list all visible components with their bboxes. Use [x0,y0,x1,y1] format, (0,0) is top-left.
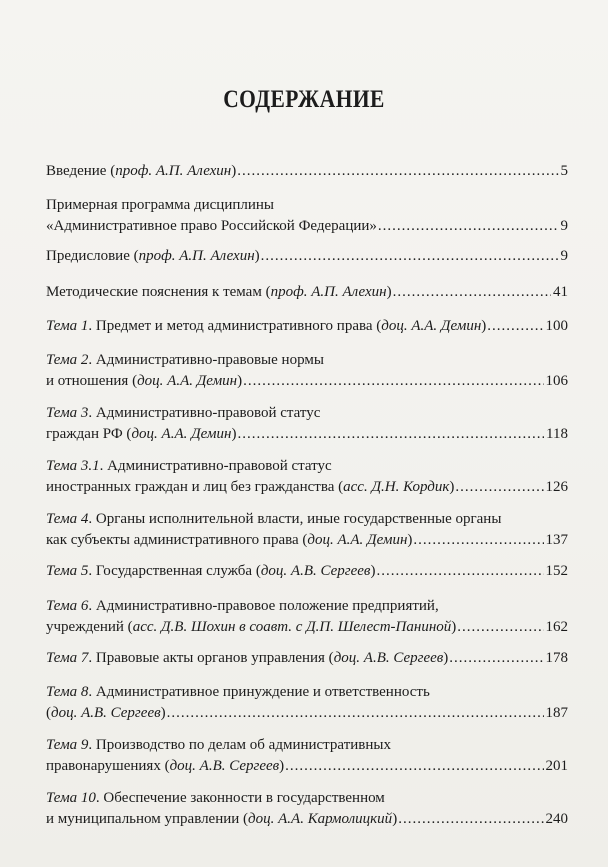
toc-text-segment: . Производство по делам об административных [88,737,391,753]
dot-leader [167,703,544,724]
toc-entry-text [46,282,392,303]
page-number: 187 [545,705,568,721]
toc-text-segment: Методические пояснения к темам ( [46,284,271,300]
toc-entry-line [46,371,568,392]
toc-text-segment: . Административно-правовой статус [99,458,332,474]
toc-text-segment: Предисловие ( [46,248,139,264]
toc-text-segment: . Правовые акты органов управления ( [88,650,334,666]
toc-entry-line [46,703,568,724]
toc-text-segment: . Административно-правовое положение предприятий, [88,598,439,614]
page-number: 118 [546,426,568,442]
page-number: 106 [545,373,568,389]
toc-entry-text [46,756,284,777]
toc-text-segment: ) [481,318,487,334]
toc-entry-text [46,316,486,337]
toc-entry-text [46,561,375,582]
toc-entry-line [46,456,568,477]
toc-italic-segment: проф. А.П. Алехин [115,163,232,179]
toc-entry-line [46,246,568,267]
toc-text-segment: . Государственная служба ( [88,563,261,579]
toc-italic-segment: доц. А.А. Демин [307,532,408,548]
page-number: 100 [545,318,568,334]
dot-leader [393,282,551,303]
toc-entry-text [46,477,454,498]
toc-entry[interactable] [46,648,568,669]
dot-leader [285,756,543,777]
toc-text-segment: и муниципальном управлении ( [46,811,249,827]
toc-italic-segment: доц. А.В. Сергеев [260,563,371,579]
toc-entry-text [46,648,448,669]
toc-entry-text [46,424,236,445]
toc-entry-text [46,530,412,551]
toc-entry-line [46,530,568,551]
page-number: 162 [545,619,568,635]
toc-italic-segment: доц. А.В. Сергеев [169,758,280,774]
toc-entry-line [46,756,568,777]
toc-text-segment: ) [254,248,260,264]
toc-text-segment: Введение ( [46,163,116,179]
toc-text-segment: . Органы исполнительной власти, иные государственные органы [88,511,502,527]
toc-entry-line [46,477,568,498]
toc-italic-segment: проф. А.П. Алехин [270,284,387,300]
dot-leader [261,246,559,267]
toc-entry[interactable] [46,246,568,267]
toc-entry-line [46,561,568,582]
toc-text-segment: ) [407,532,413,548]
toc-text-segment: ) [231,426,237,442]
toc-text-segment: Примерная программа дисциплины [46,197,274,213]
toc-italic-segment: Тема 1 [46,318,89,334]
dot-leader [455,477,543,498]
page-number: 240 [545,811,568,827]
toc-text-segment: «Административное право Российской Федерации» [46,218,377,234]
toc-italic-segment: Тема 7 [46,650,89,666]
page-number: 126 [545,479,568,495]
toc-italic-segment: Тема 10 [46,790,96,806]
toc-entry[interactable] [46,195,568,237]
toc-italic-segment: Тема 3 [46,405,89,421]
toc-entry-text [46,809,397,830]
dot-leader [376,561,543,582]
toc-text-segment: иностранных граждан и лиц без гражданства ( [46,479,344,495]
toc-text-segment: граждан РФ ( [46,426,132,442]
toc-text-segment: ) [392,811,398,827]
toc-entry-line [46,403,568,424]
toc-italic-segment: Тема 6 [46,598,89,614]
toc-entry[interactable] [46,561,568,582]
toc-text-segment: ) [279,758,285,774]
toc-entry[interactable] [46,456,568,498]
page-number: 178 [545,650,568,666]
page-number: 41 [553,284,568,300]
toc-entry[interactable] [46,735,568,777]
toc-entry-text [46,161,236,182]
toc-entry-line [46,161,568,182]
page-number: 137 [545,532,568,548]
toc-text-segment: ( [46,705,51,721]
toc-italic-segment: Тема 4 [46,511,89,527]
toc-italic-segment: доц. А.А. Демин [131,426,232,442]
toc-entry[interactable] [46,596,568,638]
toc-text-segment: ) [231,163,237,179]
dot-leader [457,617,543,638]
dot-leader [449,648,543,669]
toc-italic-segment: Тема 8 [46,684,89,700]
toc-entry[interactable] [46,509,568,551]
toc-entry-text [46,617,456,638]
toc-entry[interactable] [46,316,568,337]
toc-text-segment: ) [451,619,457,635]
toc-entry-line [46,617,568,638]
toc-entry-line [46,424,568,445]
toc-italic-segment: Тема 3.1 [46,458,100,474]
page-number: 9 [560,218,568,234]
dot-leader [398,809,543,830]
page-number: 5 [560,163,568,179]
toc-text-segment: . Предмет и метод административного права ( [88,318,382,334]
page-number: 152 [545,563,568,579]
toc-text-segment: ) [443,650,449,666]
toc-text-segment: ) [237,373,243,389]
toc-text-segment: ) [370,563,376,579]
toc-italic-segment: доц. А.А. Демин [381,318,482,334]
toc-entry-line [46,682,568,703]
dot-leader [413,530,543,551]
toc-italic-segment: доц. А.А. Кармолицкий [248,811,393,827]
dot-leader [237,424,544,445]
toc-text-segment: как субъекты административного права ( [46,532,308,548]
page-number: 201 [545,758,568,774]
dot-leader [237,161,558,182]
toc-text-segment: . Обеспечение законности в государственном [95,790,385,806]
toc-entry-line [46,596,568,617]
toc-entry-line [46,509,568,530]
toc-entry-text [46,216,377,237]
toc-italic-segment: доц. А.В. Сергеев [333,650,444,666]
toc-entry-line [46,195,568,216]
dot-leader [378,216,559,237]
toc-entry[interactable] [46,161,568,182]
toc-italic-segment: асс. Д.Н. Кордик [343,479,450,495]
toc-text-segment: . Административно-правовой статус [88,405,321,421]
toc-entry[interactable] [46,788,568,830]
toc-text-segment: ) [449,479,455,495]
toc-entry-text [46,703,166,724]
toc-entry[interactable] [46,350,568,392]
toc-text-segment: . Административно-правовые нормы [88,352,324,368]
toc-entry[interactable] [46,403,568,445]
toc-entry-line [46,648,568,669]
toc-entry[interactable] [46,282,568,303]
toc-text-segment: и отношения ( [46,373,138,389]
dot-leader [243,371,543,392]
dot-leader [487,316,543,337]
toc-entry-line [46,735,568,756]
toc-entry-line [46,216,568,237]
page-title: СОДЕРЖАНИЕ [223,86,385,113]
toc-entry-text [46,246,260,267]
toc-entry-line [46,282,568,303]
toc-text-segment: . Административное принуждение и ответственность [88,684,430,700]
toc-entry[interactable] [46,682,568,724]
toc-entry-line [46,316,568,337]
toc-entry-line [46,350,568,371]
toc-text-segment: ) [386,284,392,300]
toc-italic-segment: Тема 2 [46,352,89,368]
toc-italic-segment: доц. А.А. Демин [137,373,238,389]
toc-text-segment: ) [160,705,166,721]
toc-entry-text [46,371,242,392]
toc-italic-segment: Тема 9 [46,737,89,753]
toc-entry-line [46,809,568,830]
toc-italic-segment: асс. Д.В. Шохин в соавт. с Д.П. Шелест-Паниной [132,619,452,635]
toc-text-segment: учреждений ( [46,619,133,635]
toc-italic-segment: доц. А.В. Сергеев [51,705,161,721]
toc-italic-segment: проф. А.П. Алехин [138,248,255,264]
toc-text-segment: правонарушениях ( [46,758,170,774]
toc-entry-line [46,788,568,809]
toc-italic-segment: Тема 5 [46,563,89,579]
page-number: 9 [560,248,568,264]
